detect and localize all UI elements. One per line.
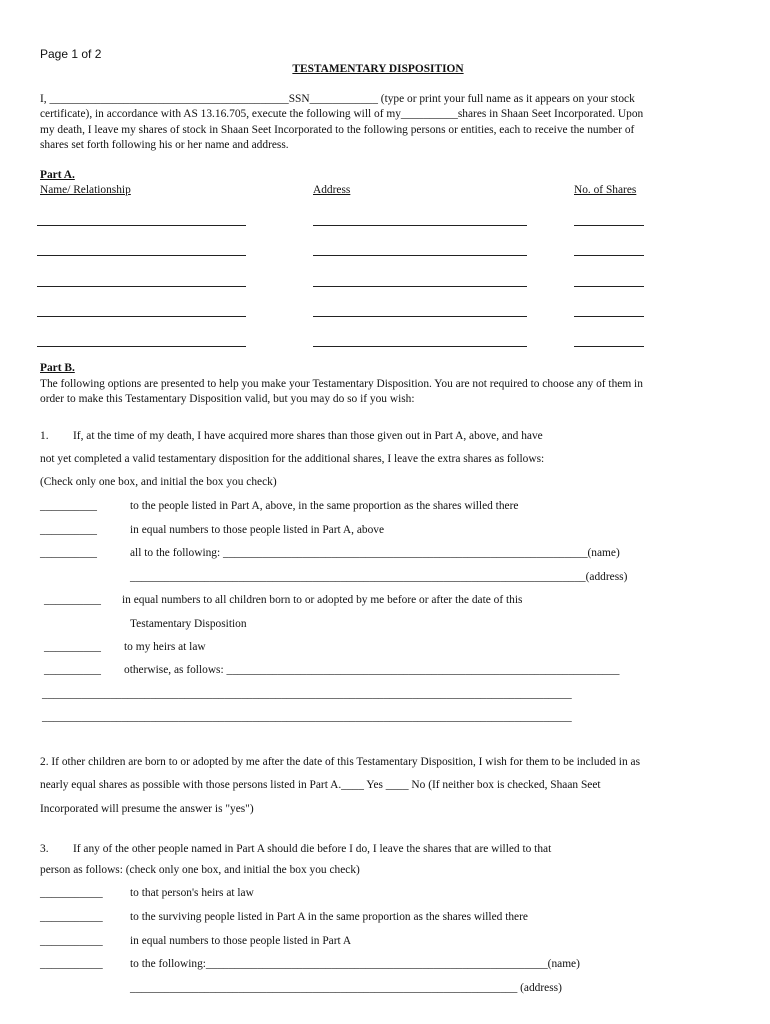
address-field-1[interactable] <box>313 225 527 226</box>
intro-line-2: certificate), in accordance with AS 13.16.705, execute the following will of my__________shares in Shaan Seet Incorporated. Upon <box>40 108 644 120</box>
shares-field-5[interactable] <box>574 346 644 347</box>
item-1-otherwise-line-1[interactable]: _____________________________________________________________________________________________ <box>42 688 572 700</box>
item-1-option-4-initial[interactable]: __________ <box>44 594 101 606</box>
item-2-line-1: 2. If other children are born to or adopted by me after the date of this Testamentary Disposition, I wish for them to be included in as <box>40 756 640 768</box>
address-field-5[interactable] <box>313 346 527 347</box>
item-1-option-3-label[interactable]: all to the following: ________________________________________________________________(name) <box>130 547 620 559</box>
name-field-4[interactable] <box>37 316 246 317</box>
item-1-number: 1. <box>40 430 49 442</box>
item-3-option-1-label: to that person's heirs at law <box>130 887 254 899</box>
name-field-1[interactable] <box>37 225 246 226</box>
name-field-5[interactable] <box>37 346 246 347</box>
item-3-option-4-address[interactable]: ____________________________________________________________________ (address) <box>130 982 562 994</box>
column-header-name: Name/ Relationship <box>40 184 131 196</box>
item-1-option-3-address[interactable]: ________________________________________________________________________________(address) <box>130 571 628 583</box>
item-1-option-3-initial[interactable]: __________ <box>40 547 97 559</box>
item-3-option-2-label: to the surviving people listed in Part A in the same proportion as the shares willed there <box>130 911 528 923</box>
item-3-line-2: person as follows: (check only one box, and initial the box you check) <box>40 864 360 876</box>
item-1-line-1: If, at the time of my death, I have acquired more shares than those given out in Part A, above, and have <box>73 430 543 442</box>
name-field-3[interactable] <box>37 286 246 287</box>
name-field-2[interactable] <box>37 255 246 256</box>
part-b-heading: Part B. <box>40 362 75 374</box>
address-field-3[interactable] <box>313 286 527 287</box>
item-1-option-4-label-cont: Testamentary Disposition <box>130 618 247 630</box>
item-3-option-2-initial[interactable]: ___________ <box>40 911 103 923</box>
part-a-heading: Part A. <box>40 169 75 181</box>
item-1-line-2: not yet completed a valid testamentary disposition for the additional shares, I leave the extra shares as follows: <box>40 453 545 465</box>
item-1-instruction: (Check only one box, and initial the box you check) <box>40 476 277 488</box>
item-1-option-5-label: to my heirs at law <box>124 641 206 653</box>
shares-field-2[interactable] <box>574 255 644 256</box>
item-3-option-4-label[interactable]: to the following:____________________________________________________________(name) <box>130 958 580 970</box>
document-title: TESTAMENTARY DISPOSITION <box>292 63 464 75</box>
item-3-option-4-initial[interactable]: ___________ <box>40 958 103 970</box>
address-field-2[interactable] <box>313 255 527 256</box>
column-header-address: Address <box>313 184 351 196</box>
item-2-line-2[interactable]: nearly equal shares as possible with those persons listed in Part A.____ Yes ____ No (If neither box is checked, Shaan Seet <box>40 779 601 791</box>
item-3-option-1-initial[interactable]: ___________ <box>40 887 103 899</box>
item-1-option-1-initial[interactable]: __________ <box>40 500 97 512</box>
item-1-otherwise-line-2[interactable]: _____________________________________________________________________________________________ <box>42 711 572 723</box>
item-3-line-1: If any of the other people named in Part A should die before I do, I leave the shares that are willed to that <box>73 843 552 855</box>
item-3-number: 3. <box>40 843 49 855</box>
column-header-shares: No. of Shares <box>574 184 637 196</box>
item-1-option-2-initial[interactable]: __________ <box>40 524 97 536</box>
part-b-intro-line-2: order to make this Testamentary Disposition valid, but you may do so if you wish: <box>40 393 415 405</box>
part-b-intro-line-1: The following options are presented to help you make your Testamentary Disposition. You are not required to choose any of them in <box>40 378 643 390</box>
item-3-option-3-label: in equal numbers to those people listed in Part A <box>130 935 352 947</box>
item-1-option-4-label: in equal numbers to all children born to or adopted by me before or after the date of this <box>122 594 523 606</box>
item-3-option-3-initial[interactable]: ___________ <box>40 935 103 947</box>
address-field-4[interactable] <box>313 316 527 317</box>
item-1-option-2-label: in equal numbers to those people listed in Part A, above <box>130 524 385 536</box>
item-1-option-1-label: to the people listed in Part A, above, in the same proportion as the shares willed there <box>130 500 519 512</box>
item-1-option-6-initial[interactable]: __________ <box>44 664 101 676</box>
intro-line-1: I, __________________________________________SSN____________ (type or print your full name as it appears on your stock <box>40 93 635 105</box>
intro-line-4: shares set forth following his or her name and address. <box>40 139 289 151</box>
intro-line-3: my death, I leave my shares of stock in Shaan Seet Incorporated to the following persons or entities, each to receive the number of <box>40 124 635 136</box>
shares-field-4[interactable] <box>574 316 644 317</box>
page-number: Page 1 of 2 <box>40 47 102 61</box>
item-1-option-5-initial[interactable]: __________ <box>44 641 101 653</box>
item-1-option-6-label[interactable]: otherwise, as follows: _____________________________________________________________________ <box>124 664 620 676</box>
item-2-line-3: Incorporated will presume the answer is "yes") <box>40 803 254 815</box>
shares-field-1[interactable] <box>574 225 644 226</box>
shares-field-3[interactable] <box>574 286 644 287</box>
